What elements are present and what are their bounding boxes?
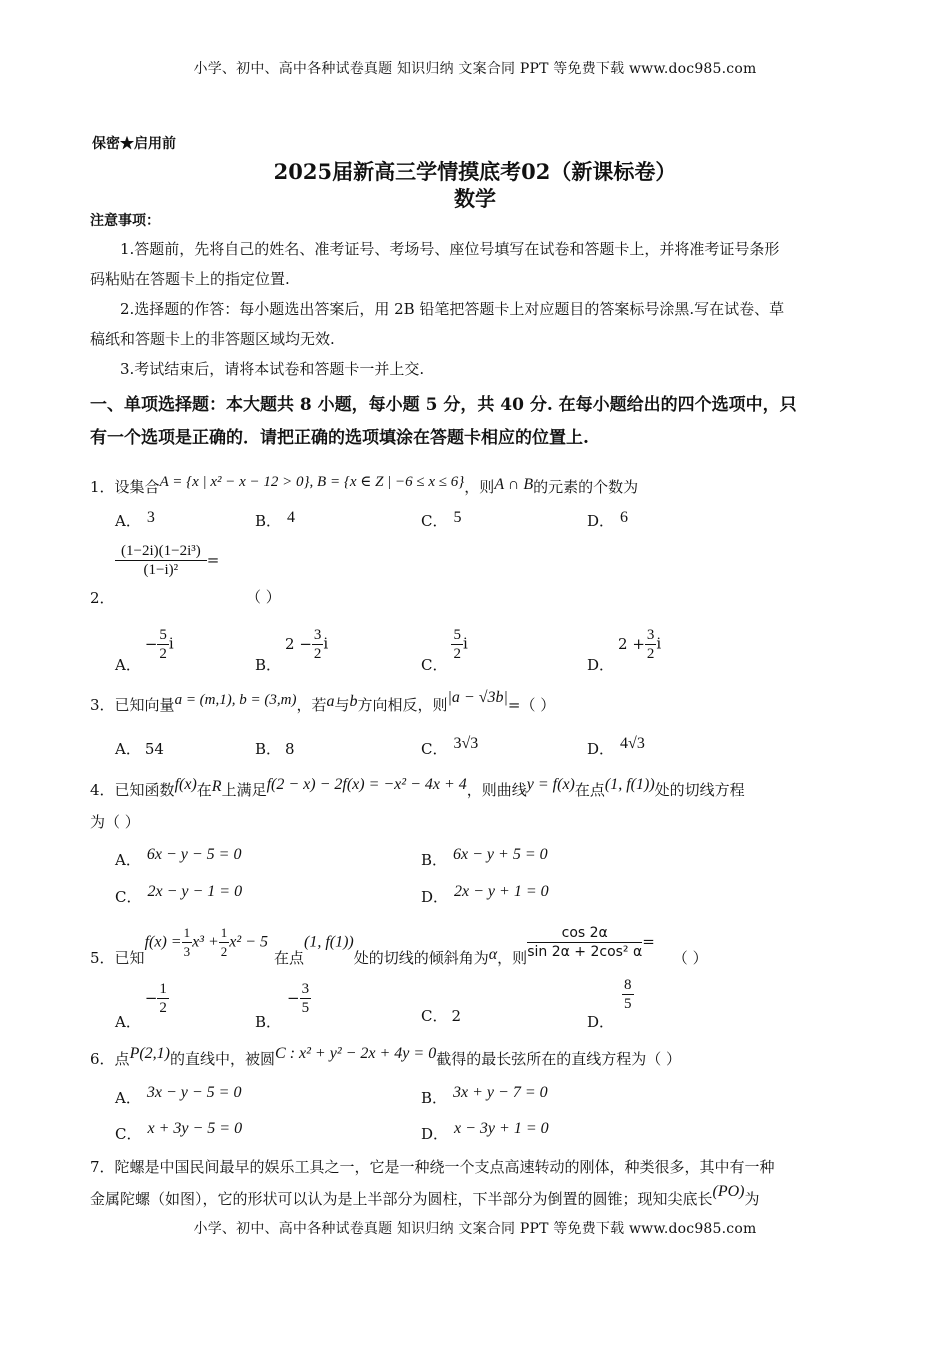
q1-option-c-label: C． <box>421 512 448 530</box>
q4-option-b <box>421 846 548 870</box>
question-2-number: 2． <box>90 589 115 607</box>
q2-option-a-suffix: i <box>168 634 174 653</box>
q5-coef-2-num: 1 <box>219 924 230 943</box>
q2-option-c-suffix: i <box>462 634 468 653</box>
question-7-text-2: 金属陀螺（如图），它的形状可以认为是上半部分为圆柱，下半部分为倒置的圆锥；现知尖底长 <box>90 1190 713 1208</box>
question-3-number: 3． <box>90 696 115 714</box>
q4-option-a <box>115 846 242 870</box>
question-3-text-3: 方向相反，则 <box>357 696 448 714</box>
question-2-blank: （ ） <box>246 588 281 606</box>
page-footer: 小学、初中、高中各种试卷真题 知识归纳 文案合同 PPT 等免费下载 www.doc985.com <box>193 1221 757 1237</box>
question-5-text-2: 处的切线的倾斜角为 <box>353 948 489 967</box>
q4-option-c-label: C． <box>115 888 142 906</box>
question-5-lead: 已知 <box>114 948 145 967</box>
q1-option-c <box>421 510 461 531</box>
q6-option-c-label: C． <box>115 1125 142 1143</box>
q6-option-a-value: 3x − y − 5 = 0 <box>146 1084 242 1101</box>
question-6-text-1: 的直线中，被圆 <box>170 1050 276 1068</box>
q5-option-a-num: 1 <box>159 981 167 997</box>
q4-option-a-label: A． <box>115 851 141 869</box>
notice-heading: 注意事项： <box>90 213 160 229</box>
q4-option-d-value: 2x − y + 1 = 0 <box>454 883 549 900</box>
question-4-text-1: 在 <box>196 781 212 799</box>
question-7-text-3: 为 <box>744 1190 760 1208</box>
q1-option-b-value: 4 <box>287 509 296 526</box>
q2-option-b-fraction <box>312 626 324 663</box>
question-7-line-2 <box>90 1183 760 1209</box>
q5-option-c <box>421 1005 461 1026</box>
question-6-point: P(2,1) <box>129 1045 170 1062</box>
q5-option-d-den: 5 <box>624 996 632 1012</box>
q4-option-b-label: B． <box>421 851 448 869</box>
q2-option-d-prefix: 2 + <box>618 634 645 653</box>
q6-option-a-label: A． <box>115 1089 141 1107</box>
q5-coef-1-den: 3 <box>183 944 191 959</box>
question-6 <box>90 1045 681 1069</box>
q1-option-d-label: D． <box>587 512 615 530</box>
question-4-text-5: 处的切线方程 <box>654 781 745 799</box>
q2-fraction <box>115 542 207 579</box>
question-4-equation: f(2 − x) − 2f(x) = −x² − 4x + 4 <box>266 776 467 793</box>
question-3-blank: =（ ） <box>507 696 556 714</box>
q5-option-b-num: 3 <box>301 981 310 997</box>
q5-ratio-den: sin 2α + 2cos² α <box>527 944 643 960</box>
question-4-line-2: 为（ ） <box>90 813 140 831</box>
q2-option-c-label: C． <box>421 655 448 674</box>
question-6-circle: C : x² + y² − 2x + 4y = 0 <box>275 1045 437 1062</box>
section-heading-line-1: 一、单项选择题：本大题共 8 小题，每小题 5 分，共 40 分. 在每小题给出的四个选项中，只 <box>90 395 797 415</box>
question-4-text-4: 在点 <box>574 781 605 799</box>
section-heading-line-2: 有一个选项是正确的．请把正确的选项填涂在答题卡相应的位置上. <box>90 428 589 448</box>
vector-a: a <box>326 693 335 710</box>
q3-option-b <box>255 738 295 759</box>
q2-option-d-den: 2 <box>646 646 655 662</box>
q1-option-c-value: 5 <box>453 509 462 526</box>
question-1-number: 1． <box>90 478 115 496</box>
vector-b: b <box>349 693 358 710</box>
q5-option-b-prefix: − <box>287 988 300 1007</box>
q5-option-a-prefix: − <box>144 988 158 1007</box>
confidential-label: 保密★启用前 <box>92 136 176 152</box>
q5-option-b-fraction <box>300 980 312 1017</box>
question-1-sets: A = {x | x² − x − 12 > 0}, B = {x ∈ Z | −6 ≤ x ≤ 6} <box>159 474 465 490</box>
q2-option-b-suffix: i <box>323 634 329 653</box>
real-numbers-symbol: R <box>211 778 222 795</box>
question-6-text-2: 截得的最长弦所在的直线方程为（ ） <box>436 1050 681 1068</box>
notice-item-1-line-1: 1.答题前，先将自己的姓名、准考证号、考场号、座位号填写在试卷和答题卡上，并将准考证号条形 <box>120 240 780 258</box>
question-5-text-3: ，则 <box>497 948 528 967</box>
q1-option-b-label: B． <box>255 512 282 530</box>
q5-option-a-fraction <box>157 980 169 1017</box>
q2-denominator: (1−i)² <box>143 562 179 578</box>
question-5-term-2: x² − 5 <box>229 933 268 951</box>
q2-option-b-prefix: 2 − <box>285 634 312 653</box>
q6-option-a <box>115 1084 242 1108</box>
q3-option-a <box>115 738 164 759</box>
question-5 <box>90 924 708 967</box>
q5-option-a-den: 2 <box>159 1000 167 1016</box>
question-4-curve: y = f(x) <box>526 776 575 793</box>
q3-option-a-label: A． <box>115 740 141 758</box>
q5-option-a-label: A． <box>115 1012 141 1031</box>
question-3-lead: 已知向量 <box>114 696 175 714</box>
q3-option-c-label: C． <box>421 740 448 758</box>
question-7-line-1 <box>90 1156 775 1177</box>
q5-option-c-label: C． <box>421 1007 448 1025</box>
q2-expression <box>115 542 219 579</box>
q2-option-d <box>587 626 662 674</box>
q5-option-d <box>587 976 634 1031</box>
q2-equals: = <box>206 551 220 569</box>
q2-option-d-num: 3 <box>646 627 655 643</box>
question-6-number: 6． <box>90 1050 115 1068</box>
q3-option-b-label: B． <box>255 740 282 758</box>
question-4-point: (1, f(1)) <box>604 776 655 793</box>
q2-option-d-label: D． <box>587 655 615 674</box>
question-5-number: 5． <box>90 948 115 967</box>
q2-option-d-fraction <box>645 626 657 663</box>
q2-option-a-label: A． <box>115 655 141 674</box>
q2-option-c-fraction <box>451 626 463 663</box>
question-4-lead: 已知函数 <box>114 781 175 799</box>
q3-option-b-value: 8 <box>285 740 295 758</box>
q1-option-d <box>587 510 628 531</box>
q4-option-b-value: 6x − y + 5 = 0 <box>453 846 548 863</box>
question-1-lead: 设集合 <box>114 478 160 496</box>
q3-option-d <box>587 735 645 759</box>
question-5-equals: = <box>642 932 655 951</box>
question-6-lead: 点 <box>114 1050 130 1068</box>
q2-option-a <box>115 626 174 674</box>
question-3-vectors: a = (m,1), b = (3,m) <box>174 692 297 708</box>
q2-option-b-den: 2 <box>313 646 322 662</box>
exam-subject: 数学 <box>454 186 496 211</box>
question-4-number: 4． <box>90 781 115 799</box>
question-5-coef-2 <box>219 924 230 961</box>
question-1 <box>90 476 638 497</box>
q5-option-b <box>255 980 311 1031</box>
q1-option-a <box>115 510 155 531</box>
q2-option-d-suffix: i <box>656 634 662 653</box>
q5-coef-2-den: 2 <box>220 944 228 959</box>
q1-option-b <box>255 510 295 531</box>
question-5-alpha: α <box>488 945 498 963</box>
q5-coef-1-num: 1 <box>182 924 193 943</box>
q2-option-a-fraction <box>157 626 169 663</box>
q5-option-c-value: 2 <box>451 1007 462 1025</box>
q3-option-a-value: 54 <box>144 740 164 758</box>
q4-option-c <box>115 883 243 907</box>
q5-option-b-label: B． <box>255 1012 282 1031</box>
q2-option-a-prefix: − <box>144 634 158 653</box>
question-5-text-1: 在点 <box>273 948 304 967</box>
q2-option-b <box>255 626 329 674</box>
question-1-tail: 的元素的个数为 <box>533 478 639 496</box>
q2-option-a-num: 5 <box>159 627 167 643</box>
question-3 <box>90 689 556 715</box>
q4-option-d-label: D． <box>421 888 449 906</box>
q6-option-d-label: D． <box>421 1125 449 1143</box>
question-5-coef-1 <box>182 924 193 961</box>
q2-option-a-den: 2 <box>159 646 167 662</box>
q3-option-d-value: 4√3 <box>620 735 645 752</box>
q6-option-c <box>115 1120 243 1144</box>
notice-item-3: 3.考试结束后，请将本试卷和答题卡一并上交. <box>120 360 425 378</box>
q3-option-c <box>421 735 479 759</box>
question-7-number: 7． <box>90 1158 115 1176</box>
q6-option-c-value: x + 3y − 5 = 0 <box>147 1120 243 1137</box>
q5-option-d-fraction <box>622 976 634 1013</box>
question-5-term-1: x³ + <box>192 933 219 951</box>
q4-option-d <box>421 883 549 907</box>
question-5-point: (1, f(1)) <box>303 933 354 951</box>
q3-option-d-label: D． <box>587 740 615 758</box>
question-5-function-head: f(x) = <box>144 933 182 951</box>
question-4-function: f(x) <box>174 776 197 793</box>
notice-item-2-line-1: 2.选择题的作答：每小题选出答案后，用 2B 铅笔把答题卡上对应题目的答案标号涂黑.写在试卷、草 <box>120 300 785 318</box>
q2-option-b-num: 3 <box>313 627 322 643</box>
notice-item-2-line-2: 稿纸和答题卡上的非答题区域均无效. <box>90 330 335 348</box>
q4-option-a-value: 6x − y − 5 = 0 <box>146 846 242 863</box>
q5-option-b-den: 5 <box>301 1000 310 1016</box>
question-5-ratio <box>527 924 642 961</box>
question-5-blank: （ ） <box>672 948 708 967</box>
question-4 <box>90 776 745 800</box>
q6-option-b <box>421 1084 548 1108</box>
question-1-mid: ，则 <box>464 478 495 496</box>
q1-option-a-label: A． <box>115 512 141 530</box>
exam-title: 2025届新高三学情摸底考02（新课标卷） <box>273 159 677 184</box>
q2-numerator: (1−2i)(1−2i³) <box>115 542 207 561</box>
q3-option-c-value: 3√3 <box>453 735 479 752</box>
q1-option-a-value: 3 <box>146 509 155 526</box>
question-7-po: (PO) <box>712 1183 745 1200</box>
q2-option-c-num: 5 <box>453 627 461 643</box>
q5-ratio-num: cos 2α <box>527 924 642 943</box>
question-3-text-1: ，若 <box>296 696 327 714</box>
question-1-intersection: A ∩ B <box>494 476 534 493</box>
question-3-text-2: 与 <box>334 696 350 714</box>
q2-option-c <box>421 626 468 674</box>
q5-option-d-label: D． <box>587 1012 615 1031</box>
notice-item-1-line-2: 码粘贴在答题卡上的指定位置. <box>90 270 290 288</box>
q6-option-d <box>421 1120 549 1144</box>
q2-option-b-label: B． <box>255 655 282 674</box>
q6-option-d-value: x − 3y + 1 = 0 <box>454 1120 549 1137</box>
page-header: 小学、初中、高中各种试卷真题 知识归纳 文案合同 PPT 等免费下载 www.doc985.com <box>193 61 757 77</box>
q6-option-b-value: 3x + y − 7 = 0 <box>453 1084 548 1101</box>
q5-option-d-num: 8 <box>624 977 632 993</box>
q5-option-a <box>115 980 169 1031</box>
q2-option-c-den: 2 <box>453 646 461 662</box>
question-4-text-2: 上满足 <box>221 781 267 799</box>
q1-option-d-value: 6 <box>620 509 629 526</box>
q4-option-c-value: 2x − y − 1 = 0 <box>147 883 243 900</box>
question-7-text-1: 陀螺是中国民间最早的娱乐工具之一，它是一种绕一个支点高速转动的刚体，种类很多，其中有一种 <box>114 1158 775 1176</box>
question-4-text-3: ，则曲线 <box>466 781 527 799</box>
question-3-magnitude: |a − √3b| <box>447 689 508 706</box>
q6-option-b-label: B． <box>421 1089 448 1107</box>
